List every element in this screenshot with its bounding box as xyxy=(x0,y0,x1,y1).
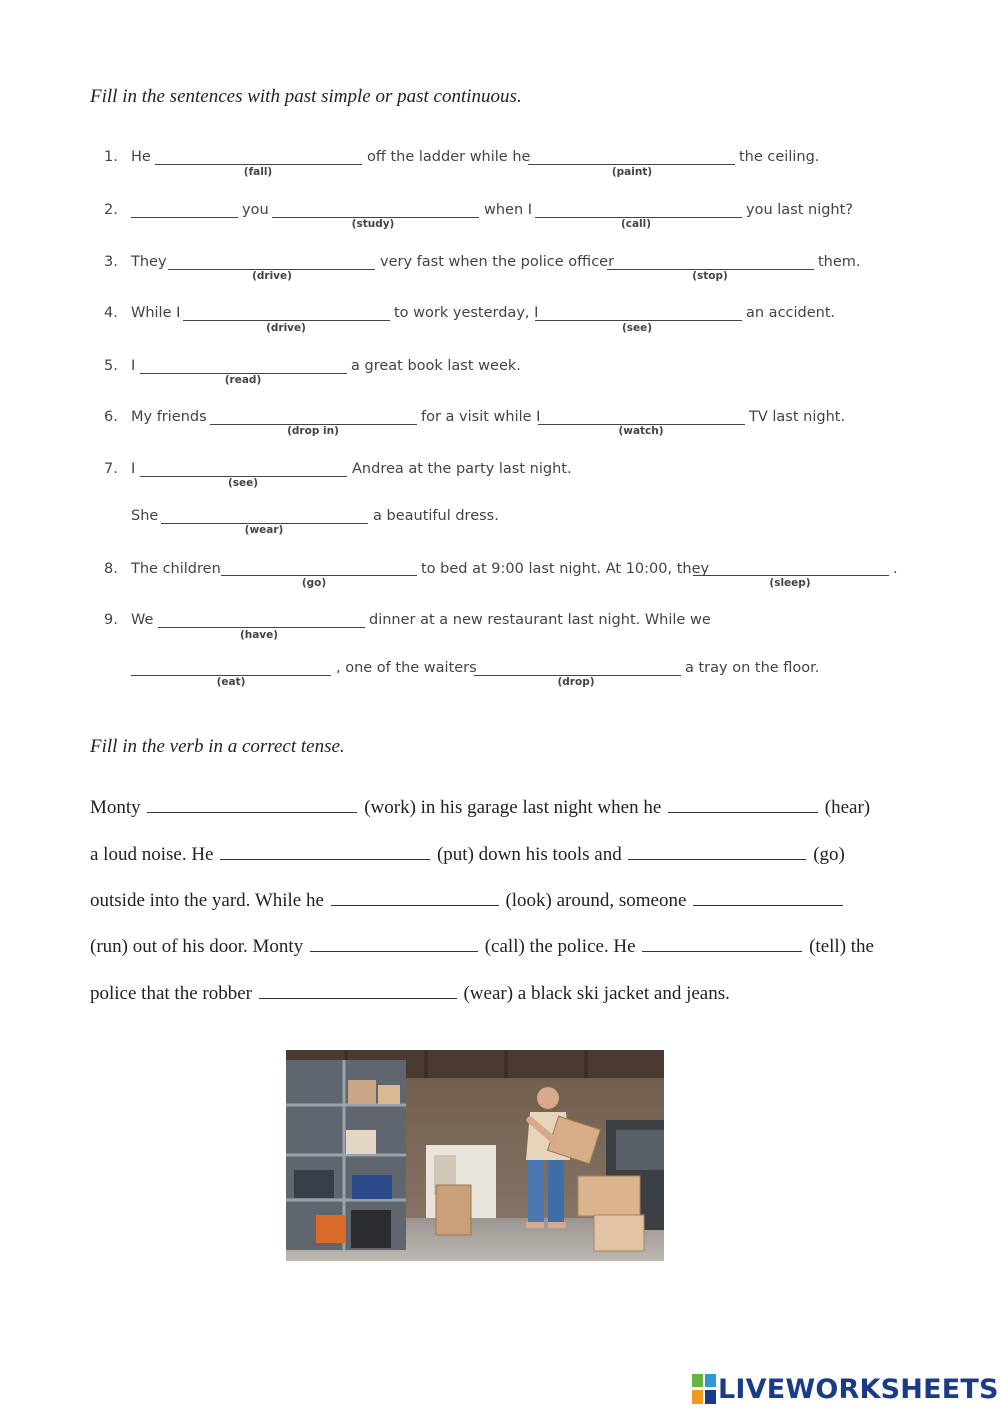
sentence-text: He xyxy=(131,149,151,165)
verb-hint: (drop) xyxy=(557,676,595,688)
paragraph-line xyxy=(90,842,845,866)
sentence-text: They xyxy=(131,254,167,270)
answer-blank[interactable] xyxy=(131,217,238,218)
paragraph-text: (look) around, someone xyxy=(505,890,687,911)
garage-photo xyxy=(286,1050,664,1261)
verb-hint: (stop) xyxy=(692,270,728,282)
instruction-part2: Fill in the verb in a correct tense. xyxy=(90,736,345,757)
item-number: 9. xyxy=(104,612,118,628)
paragraph-text: (put) down his tools and xyxy=(436,844,622,865)
paragraph-line xyxy=(90,888,845,912)
verb-hint: (wear) xyxy=(244,524,284,536)
sentence-text: for a visit while I xyxy=(421,409,541,425)
sentence-text: you xyxy=(242,202,269,218)
sentence-text: them. xyxy=(818,254,861,270)
sentence-text: very fast when the police officer xyxy=(380,254,615,270)
sentence-text: dinner at a new restaurant last night. While we xyxy=(369,612,711,628)
garage-illustration xyxy=(286,1050,664,1261)
instruction-part1: Fill in the sentences with past simple or past continuous. xyxy=(90,86,522,107)
sentence-text: She xyxy=(131,508,159,524)
answer-blank[interactable] xyxy=(155,164,362,165)
paragraph-text: (work) in his garage last night when he xyxy=(364,797,662,818)
sentence-text: . xyxy=(893,561,898,577)
paragraph-line xyxy=(90,795,870,819)
verb-hint: (drop in) xyxy=(287,425,339,437)
sentence-text: Andrea at the party last night. xyxy=(352,461,572,477)
verb-hint: (study) xyxy=(351,218,395,230)
paragraph-text: Monty xyxy=(90,797,141,818)
sentence-text: I xyxy=(131,461,136,477)
sentence-text: My friends xyxy=(131,409,207,425)
paragraph-text: a loud noise. He xyxy=(90,844,214,865)
answer-blank[interactable] xyxy=(331,888,499,906)
paragraph-text: outside into the yard. While he xyxy=(90,890,324,911)
sentence-text: , one of the waiters xyxy=(336,660,477,676)
liveworksheets-logo xyxy=(692,1372,999,1406)
answer-blank[interactable] xyxy=(693,888,843,906)
verb-hint: (eat) xyxy=(216,676,246,688)
verb-hint: (go) xyxy=(301,577,327,589)
verb-hint: (paint) xyxy=(611,166,653,178)
live-badge-icon xyxy=(692,1374,716,1404)
answer-blank[interactable] xyxy=(310,934,478,952)
answer-blank[interactable] xyxy=(259,981,457,999)
item-number: 2. xyxy=(104,202,118,218)
paragraph-line xyxy=(90,934,874,958)
answer-blank[interactable] xyxy=(220,842,430,860)
item-number: 3. xyxy=(104,254,118,270)
paragraph-text: (call) the police. He xyxy=(484,936,636,957)
sentence-text: We xyxy=(131,612,154,628)
paragraph-text: (wear) a black ski jacket and jeans. xyxy=(463,983,730,1004)
answer-blank[interactable] xyxy=(535,320,742,321)
paragraph-text: (hear) xyxy=(824,797,871,818)
item-number: 6. xyxy=(104,409,118,425)
answer-blank[interactable] xyxy=(668,795,818,813)
answer-blank[interactable] xyxy=(528,164,735,165)
answer-blank[interactable] xyxy=(221,575,417,576)
verb-hint: (watch) xyxy=(618,425,664,437)
sentence-text: a tray on the floor. xyxy=(685,660,820,676)
item-number: 7. xyxy=(104,461,118,477)
verb-hint: (drive) xyxy=(252,270,292,282)
verb-hint: (have) xyxy=(239,629,279,641)
verb-hint: (call) xyxy=(620,218,652,230)
verb-hint: (read) xyxy=(224,374,262,386)
sentence-text: While I xyxy=(131,305,181,321)
answer-blank[interactable] xyxy=(693,575,889,576)
sentence-text: I xyxy=(131,358,136,374)
item-number: 1. xyxy=(104,149,118,165)
answer-blank[interactable] xyxy=(147,795,357,813)
answer-blank[interactable] xyxy=(158,627,365,628)
sentence-text: a great book last week. xyxy=(351,358,521,374)
answer-blank[interactable] xyxy=(183,320,390,321)
answer-blank[interactable] xyxy=(642,934,802,952)
sentence-text: to bed at 9:00 last night. At 10:00, they xyxy=(421,561,710,577)
paragraph-text: police that the robber xyxy=(90,983,252,1004)
paragraph-line xyxy=(90,981,730,1005)
sentence-text: The children xyxy=(131,561,221,577)
item-number: 5. xyxy=(104,358,118,374)
item-number: 8. xyxy=(104,561,118,577)
sentence-text: to work yesterday, I xyxy=(394,305,539,321)
sentence-text: when I xyxy=(484,202,533,218)
verb-hint: (see) xyxy=(621,322,653,334)
paragraph-text: (go) xyxy=(813,844,845,865)
verb-hint: (see) xyxy=(227,477,259,489)
sentence-text: an accident. xyxy=(746,305,836,321)
sentence-text: a beautiful dress. xyxy=(373,508,499,524)
sentence-text: TV last night. xyxy=(749,409,846,425)
sentence-text: off the ladder while he xyxy=(367,149,531,165)
verb-hint: (fall) xyxy=(243,166,273,178)
item-number: 4. xyxy=(104,305,118,321)
paragraph-text: (tell) the xyxy=(809,936,874,957)
verb-hint: (drive) xyxy=(266,322,306,334)
logo-text: LIVEWORKSHEETS xyxy=(718,1373,999,1405)
answer-blank[interactable] xyxy=(628,842,806,860)
verb-hint: (sleep) xyxy=(769,577,811,589)
sentence-text: the ceiling. xyxy=(739,149,820,165)
sentence-text: you last night? xyxy=(746,202,854,218)
paragraph-text: (run) out of his door. Monty xyxy=(90,936,304,957)
